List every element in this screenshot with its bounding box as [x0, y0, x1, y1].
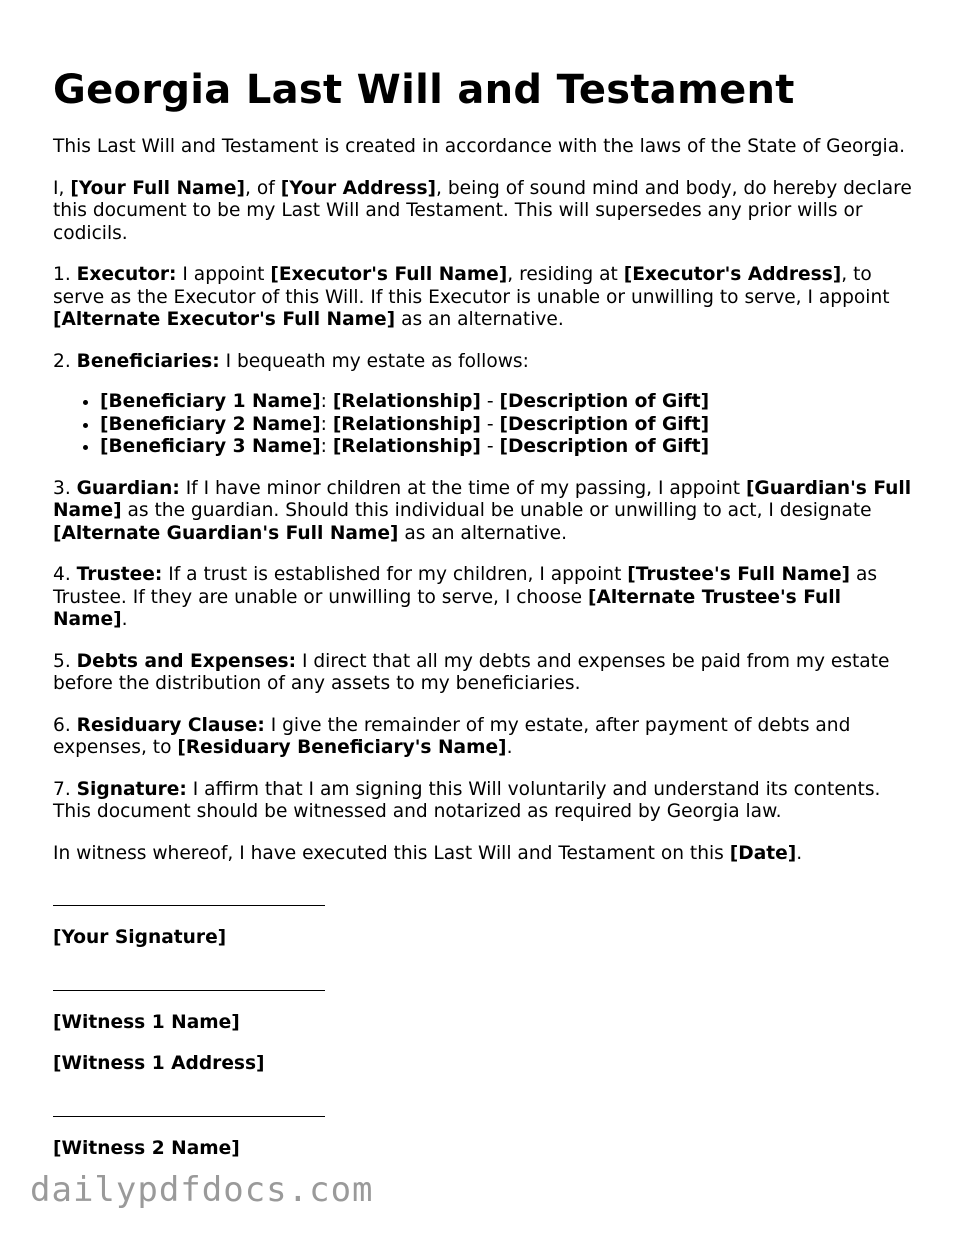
declaration-paragraph: I, [Your Full Name], of [Your Address], being of sound mind and body, do hereby declare this document to be my Last Will and Testament. This will supersedes any prior wills or codicils. — [53, 177, 912, 244]
intro-paragraph: This Last Will and Testament is created in accordance with the laws of the State of Georgia. — [53, 136, 905, 157]
guardian-name-placeholder: [Guardian's Full Name] — [53, 477, 912, 521]
guardian-clause: 3. Guardian: If I have minor children at the time of my passing, I appoint [Guardian's Full Name] as the guardian. Should this individual be unable or unwilling to act, I designate [Alternate Guardian's Full Name] as an alternative. — [53, 477, 912, 544]
testator-address-placeholder: [Your Address] — [280, 177, 437, 199]
trustee-clause: 4. Trustee: If a trust is established for my children, I appoint [Trustee's Full Name] as Trustee. If they are unable or unwilling to serve, I choose [Alternate Trustee's Full Name]. — [53, 564, 878, 630]
guardian-heading: Guardian: — [76, 477, 180, 499]
witness2-name-label: [Witness 2 Name] — [53, 1137, 240, 1159]
alternate-trustee-placeholder: [Alternate Trustee's Full Name] — [53, 586, 841, 630]
beneficiaries-heading: Beneficiaries: — [76, 350, 220, 372]
document-title: Georgia Last Will and Testament — [53, 67, 795, 113]
witness-whereof-paragraph: In witness whereof, I have executed this Last Will and Testament on this [Date]. — [53, 842, 803, 864]
witness1-address-label: [Witness 1 Address] — [53, 1053, 265, 1074]
signature-heading: Signature: — [76, 778, 187, 800]
signature-line[interactable] — [53, 884, 913, 910]
witness1-name-label: [Witness 1 Name] — [53, 1011, 240, 1033]
your-signature-label: [Your Signature] — [53, 927, 227, 948]
debts-heading: Debts and Expenses: — [76, 650, 297, 672]
residuary-heading: Residuary Clause: — [76, 714, 265, 736]
residuary-clause: 6. Residuary Clause: I give the remainder of my estate, after payment of debts and expenses, to [Residuary Beneficiary's Name]. — [53, 714, 851, 758]
witness1-signature-line[interactable] — [53, 969, 913, 995]
beneficiaries-clause: 2. Beneficiaries: I bequeath my estate as follows: — [53, 350, 529, 372]
executor-address-placeholder: [Executor's Address] — [623, 264, 842, 285]
list-item: • [Beneficiary 2 Name]: [Relationship] - [Description of Gift] — [100, 414, 913, 437]
alternate-guardian-placeholder: [Alternate Guardian's Full Name] — [53, 522, 399, 544]
beneficiaries-list — [53, 391, 913, 459]
watermark: dailypdfdocs.com — [30, 1170, 374, 1210]
executor-clause: 1. Executor: I appoint [Executor's Full Name], residing at [Executor's Address], to serve as the Executor of this Will. If this Executor is unable or unwilling to serve, I appoint [Alternate Executor's Full Name] as an alternative. — [53, 264, 890, 330]
debts-clause: 5. Debts and Expenses: I direct that all my debts and expenses be paid from my estate before the distribution of any assets to my beneficiaries. — [53, 650, 890, 694]
witness2-signature-line[interactable] — [53, 1095, 913, 1121]
executor-name-placeholder: [Executor's Full Name] — [270, 264, 508, 285]
list-item: • [Beneficiary 1 Name]: [Relationship] - [Description of Gift] — [100, 391, 913, 414]
date-placeholder: [Date] — [729, 842, 797, 864]
alternate-executor-placeholder: [Alternate Executor's Full Name] — [53, 309, 396, 330]
document-page — [53, 66, 913, 1179]
testator-name-placeholder: [Your Full Name] — [70, 177, 246, 199]
trustee-name-placeholder: [Trustee's Full Name] — [627, 564, 851, 585]
signature-clause: 7. Signature: I affirm that I am signing this Will voluntarily and understand its contents. This document should be witnessed and notarized as required by Georgia law. — [53, 778, 881, 822]
list-item: • [Beneficiary 3 Name]: [Relationship] - [Description of Gift] — [100, 436, 913, 459]
residuary-beneficiary-placeholder: [Residuary Beneficiary's Name] — [177, 737, 507, 758]
executor-heading: Executor: — [76, 264, 177, 285]
trustee-heading: Trustee: — [76, 564, 163, 585]
